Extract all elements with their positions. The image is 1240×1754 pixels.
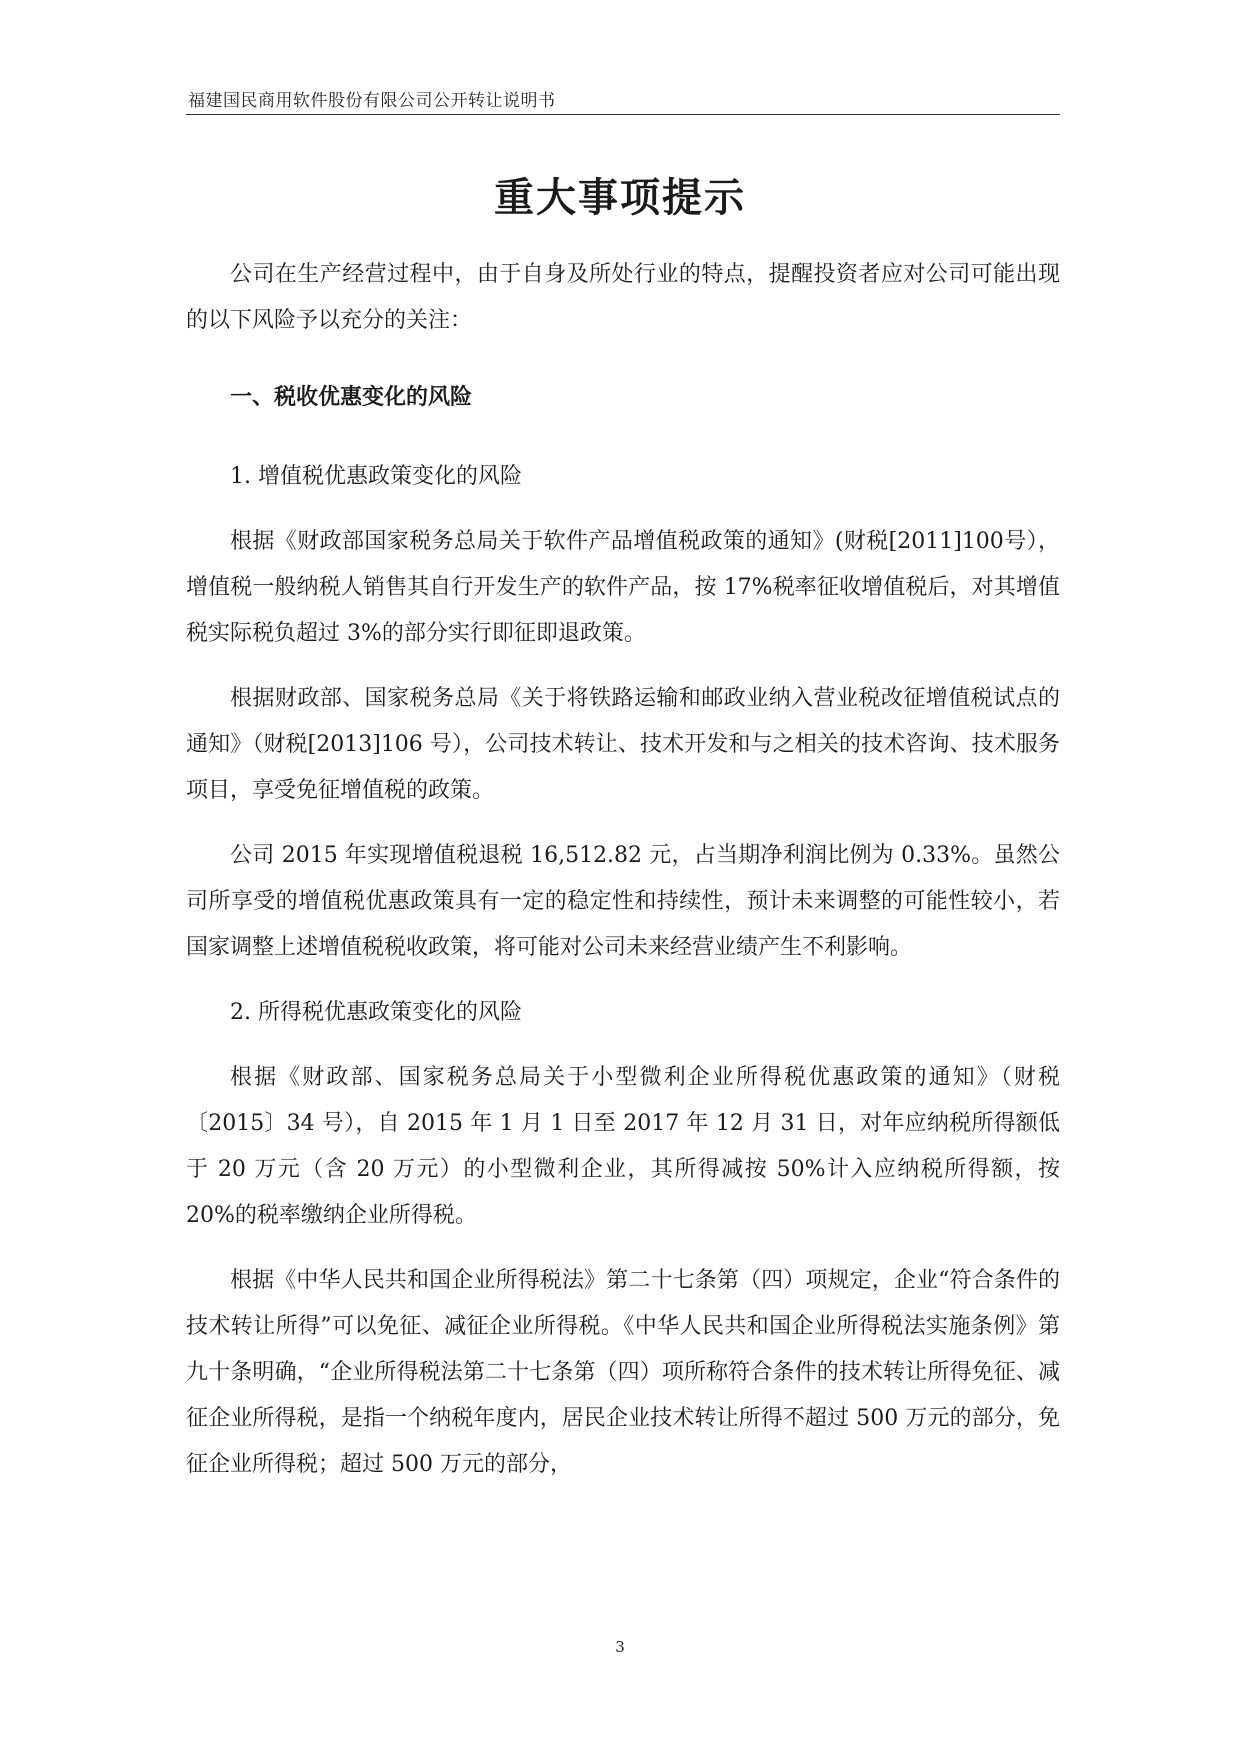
vat-paragraph-3: 公司 2015 年实现增值税退税 16,512.82 元，占当期净利润比例为 0.33%。虽然公司所享受的增值税优惠政策具有一定的稳定性和持续性，预计未来调整的可能性较小，若国家调整上述增值税税收政策，将可能对公司未来经营业绩产生不利影响。	[186, 843, 1060, 960]
header-divider	[186, 114, 1060, 115]
document-body	[186, 252, 1060, 1507]
income-tax-paragraph-2: 根据《中华人民共和国企业所得税法》第二十七条第（四）项规定，企业“符合条件的技术转让所得”可以免征、减征企业所得税。《中华人民共和国企业所得税法实施条例》第九十条明确，“企业所得税法第二十七条第（四）项所称符合条件的技术转让所得免征、减征企业所得税，是指一个纳税年度内，居民企业技术转让所得不超过 500 万元的部分，免征企业所得税；超过 500 万元的部分，	[186, 1268, 1061, 1477]
page-title: 重大事项提示	[494, 175, 746, 221]
intro-paragraph: 公司在生产经营过程中，由于自身及所处行业的特点，提醒投资者应对公司可能出现的以下风险予以充分的关注：	[186, 262, 1060, 333]
section-heading-tax-incentive-risk: 一、税收优惠变化的风险	[230, 385, 473, 410]
income-tax-paragraph-1: 根据《财政部、国家税务总局关于小型微利企业所得税优惠政策的通知》（财税〔2015〕34 号），自 2015 年 1 月 1 日至 2017 年 12 月 31 日，对年应纳税所得额低于 20 万元（含 20 万元）的小型微利企业，其所得减按 50%计入应纳税所得额，按 20%的税率缴纳企业所得税。	[186, 1065, 1060, 1228]
subsection-heading-vat-risk: 1. 增值税优惠政策变化的风险	[230, 464, 522, 489]
subsection-heading-income-tax-risk: 2. 所得税优惠政策变化的风险	[230, 1000, 522, 1025]
vat-paragraph-2: 根据财政部、国家税务总局《关于将铁路运输和邮政业纳入营业税改征增值税试点的通知》（财税[2013]106 号），公司技术转让、技术开发和与之相关的技术咨询、技术服务项目，享受免征增值税的政策。	[186, 686, 1060, 803]
running-header: 福建国民商用软件股份有限公司公开转让说明书	[188, 91, 556, 111]
page-number: 3	[615, 1638, 625, 1656]
vat-paragraph-1: 根据《财政部国家税务总局关于软件产品增值税政策的通知》(财税[2011]100号），增值税一般纳税人销售其自行开发生产的软件产品，按 17%税率征收增值税后，对其增值税实际税负超过 3%的部分实行即征即退政策。	[186, 529, 1060, 646]
